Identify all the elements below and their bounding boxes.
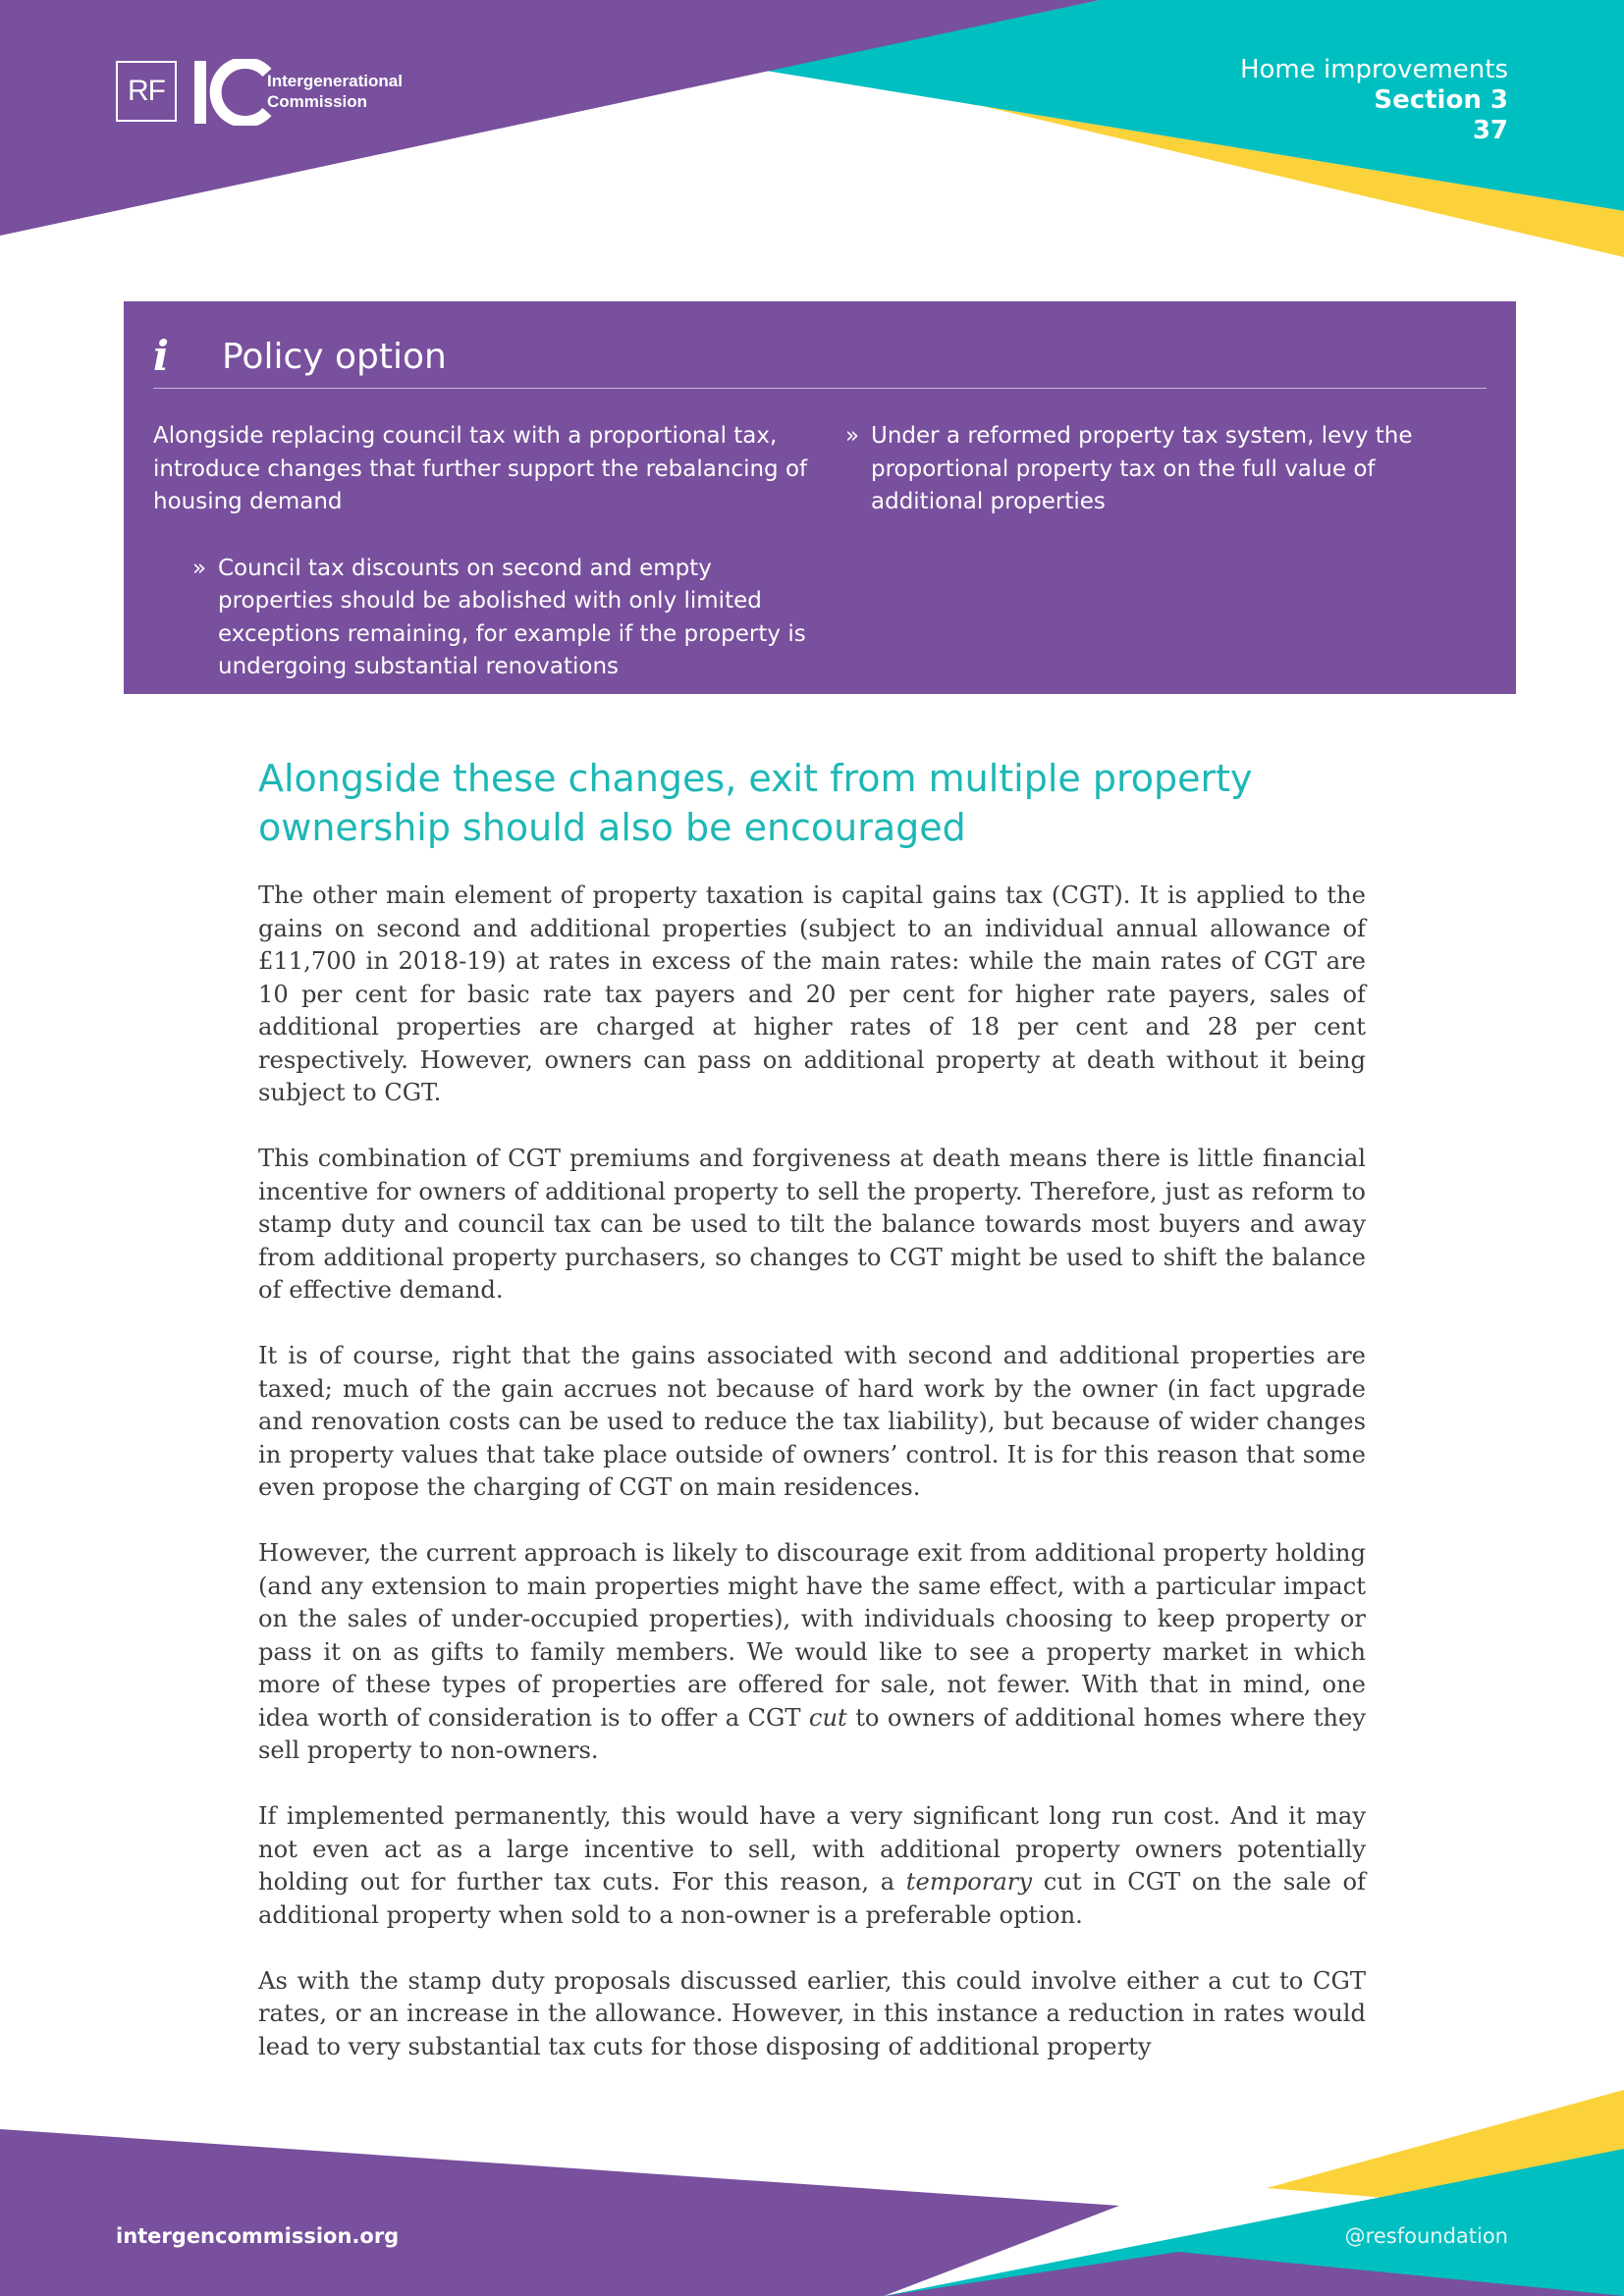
bullet-text: Council tax discounts on second and empty properties should be abolished with only limited exceptions remaining, for example if the property is undergoing substantial renovations [218,555,806,679]
paragraph [258,1800,1366,1932]
policy-title: Policy option [222,336,447,377]
paragraph: As with the stamp duty proposals discussed earlier, this could involve either a cut to CGT rates, or an increase in the allowance. However, in this instance a reduction in rates would lead to very substantial tax cuts for those disposing of additional property [258,1966,1366,2060]
logo-line-1: Intergenerational [267,72,403,90]
commission-logo-text [267,71,403,112]
policy-option-box [124,301,1516,694]
ic-logo-icon [194,59,273,126]
paragraph [258,1537,1366,1768]
section-heading: Alongside these changes, exit from multiple property ownership should also be encouraged [258,757,1253,849]
policy-column-right [845,420,1493,519]
footer-handle[interactable]: @resfoundation [1344,2224,1508,2248]
policy-column-left [153,420,821,684]
rf-logo: RF [116,61,177,122]
paragraph: It is of course, right that the gains associated with second and additional properties are taxed; much of the gain accrues not because of hard work by the owner (in fact upgrade and renovation costs can be used to reduce the tax liability), but because of wider changes in property values that take place outside of owners’ control. It is for this reason that some even propose the charging of CGT on main residences. [258,1342,1366,1501]
paragraph: This combination of CGT premiums and forgiveness at death means there is little financial incentive for owners of additional property to sell the property. Therefore, just as reform to stamp duty and council tax can be used to tilt the balance towards most buyers and away from additional property purchasers, so changes to CGT might be used to shift the balance of effective demand. [258,1145,1366,1304]
bullet-marker: » [845,423,860,449]
page-number: 37 [1472,116,1508,145]
footer-banner [0,2090,1624,2296]
footer-purple-shape [0,2129,1119,2296]
section-label: Section 3 [1374,85,1508,115]
paragraph: The other main element of property taxation is capital gains tax (CGT). It is applied to the gains on second and additional properties (subject to an individual annual allowance of £11,700 in 2018-19) at rates in excess of the main rates: while the main rates of CGT are 10 per cent for basic rate tax payers and 20 per cent for higher rate payers, sales of additional properties are charged at higher rates of 18 per cent and 28 per cent respectively. However, owners can pass on additional property at death without it being subject to CGT. [258,881,1366,1106]
body-text [258,880,1366,2097]
policy-bullet [192,553,821,684]
emphasis: cut [808,1703,847,1732]
emphasis: temporary [905,1868,1033,1896]
policy-intro: Alongside replacing council tax with a proportional tax, introduce changes that further support the rebalancing of housing demand [153,423,808,514]
policy-header [153,325,1487,389]
info-icon: i [153,332,169,380]
bullet-text: Under a reformed property tax system, levy the proportional property tax on the full value of additional properties [871,423,1413,514]
doc-title: Home improvements [1239,55,1508,84]
logo-line-2: Commission [267,92,368,111]
paragraph-text: to owners of additional homes where they sell property to non-owners. [258,1703,1366,1764]
paragraph-text: cut in CGT on the sale of additional property when sold to a non-owner is a preferable option. [258,1868,1366,1929]
footer-website[interactable]: intergencommission.org [116,2224,400,2248]
policy-bullet [845,420,1493,519]
paragraph-text: If implemented permanently, this would have a very significant long run cost. And it may not even act as a large incentive to sell, with additional property owners potentially holding out for further tax cuts. For this reason, a [258,1802,1366,1896]
paragraph-text: However, the current approach is likely to discourage exit from additional property holding (and any extension to main properties might have the same effect, with a particular impact on the sales of under-occupied properties), with individuals choosing to keep property or pass it on as gifts to family members. We would like to see a property market in which more of these types of properties are offered for sale, not fewer. With that in mind, one idea worth of consideration is to offer a CGT [258,1539,1366,1732]
bullet-marker: » [192,555,207,581]
running-header [1240,55,1508,146]
